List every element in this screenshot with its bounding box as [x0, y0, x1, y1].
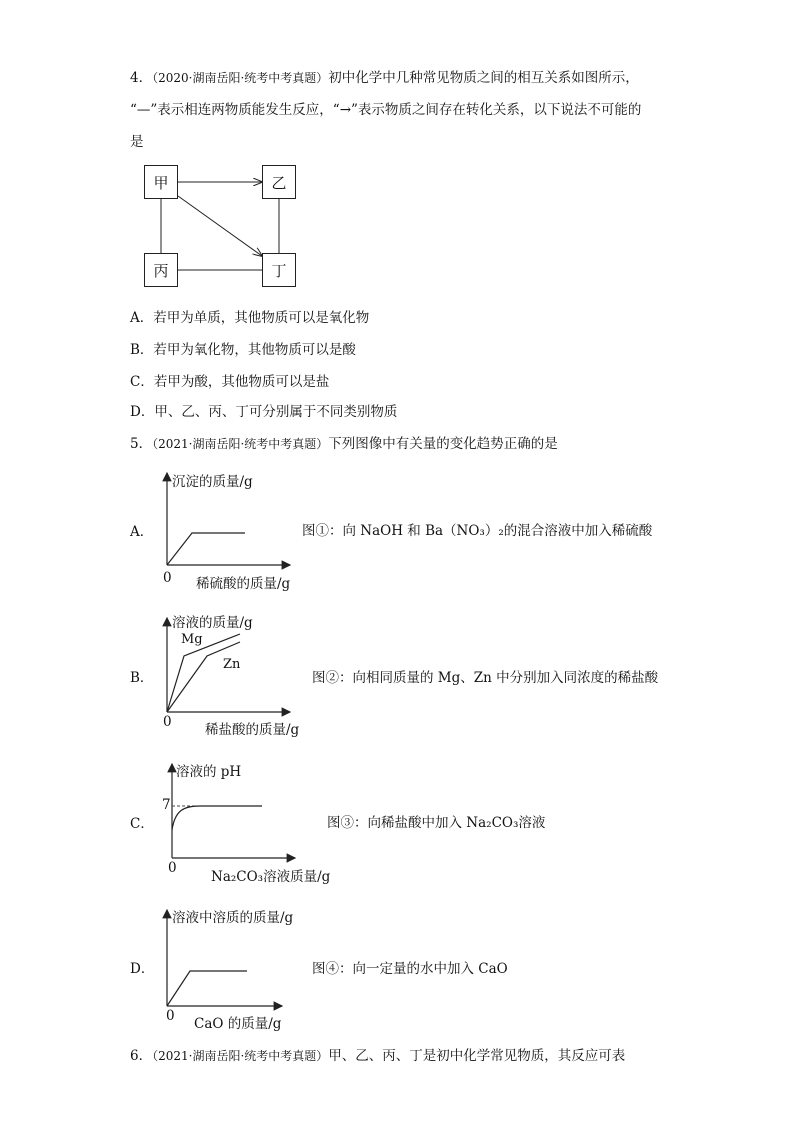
graph-a-curve [167, 533, 245, 565]
graph-d-curve [167, 971, 247, 1006]
graph-b-xlabel: 稀盐酸的质量/g [205, 722, 300, 738]
graph-c-tick-7: 7 [162, 797, 171, 813]
graph-c-curve [172, 806, 262, 830]
graph-c-xlabel: Na₂CO₃溶液质量/g [211, 869, 331, 885]
graph-b-series-zn: Zn [223, 657, 241, 672]
q4-option-d: D．甲、乙、丙、丁可分别属于不同类别物质 [130, 404, 398, 420]
q5-line1 [130, 432, 558, 452]
graph-b-origin: 0 [163, 714, 172, 730]
graph-b-ylabel: 溶液的质量/g [172, 615, 253, 631]
graph-c-caption: 图③：向稀盐酸中加入 Na₂CO₃溶液 [327, 815, 546, 831]
graph-d-ylabel: 溶液中溶质的质量/g [172, 910, 294, 926]
node-bing: 丙 [144, 253, 178, 287]
q5-a-letter: A． [130, 524, 154, 540]
q6-source: （2021·湖南岳阳·统考中考真题） [152, 1049, 329, 1063]
q5-source: （2021·湖南岳阳·统考中考真题） [152, 437, 329, 451]
q4-source: （2020·湖南岳阳·统考中考真题） [152, 71, 329, 85]
q4-number: 4． [130, 70, 153, 86]
node-yi: 乙 [262, 165, 296, 199]
q5-b-letter: B． [130, 670, 154, 686]
q4-option-b: B．若甲为氧化物，其他物质可以是酸 [130, 342, 356, 358]
node-ding: 丁 [262, 253, 296, 287]
graph-a-xlabel: 稀硫酸的质量/g [196, 576, 291, 592]
q5-c-letter: C． [130, 816, 154, 832]
q4-option-a: A．若甲为单质，其他物质可以是氧化物 [130, 310, 370, 326]
node-jia: 甲 [144, 165, 178, 199]
graph-d-xlabel: CaO 的质量/g [194, 1016, 282, 1032]
q4-line1 [130, 66, 639, 86]
graph-a-ylabel: 沉淀的质量/g [172, 474, 253, 490]
q4-stem-1: 初中化学中几种常见物质之间的相互关系如图所示， [328, 70, 639, 86]
graph-a-origin: 0 [163, 570, 172, 586]
q5-stem: 下列图像中有关量的变化趋势正确的是 [328, 436, 558, 452]
graph-b-curve-mg [167, 634, 240, 712]
graph-d-origin: 0 [166, 1008, 175, 1024]
q6-stem: 甲、乙、丙、丁是初中化学常见物质，其反应可表 [328, 1048, 626, 1064]
graph-a-caption: 图①：向 NaOH 和 Ba（NO₃）₂的混合溶液中加入稀硫酸 [302, 523, 653, 539]
graph-c-origin: 0 [168, 860, 177, 876]
graph-b-series-mg: Mg [181, 632, 203, 647]
q6-line1 [130, 1044, 625, 1064]
graph-c-ylabel: 溶液的 pH [176, 764, 242, 780]
q4-line2: “—”表示相连两物质能发生反应，“→”表示物质之间存在转化关系，以下说法不可能的 [130, 102, 642, 118]
arrow-jia-to-ding [178, 196, 262, 256]
q6-number: 6． [130, 1048, 153, 1064]
graph-b-caption: 图②：向相同质量的 Mg、Zn 中分别加入同浓度的稀盐酸 [312, 670, 659, 686]
q4-option-c: C．若甲为酸，其他物质可以是盐 [130, 374, 330, 390]
q5-d-letter: D． [130, 961, 155, 977]
q5-number: 5． [130, 436, 153, 452]
q4-line3: 是 [130, 134, 144, 150]
graph-d-caption: 图④：向一定量的水中加入 CaO [312, 961, 508, 977]
